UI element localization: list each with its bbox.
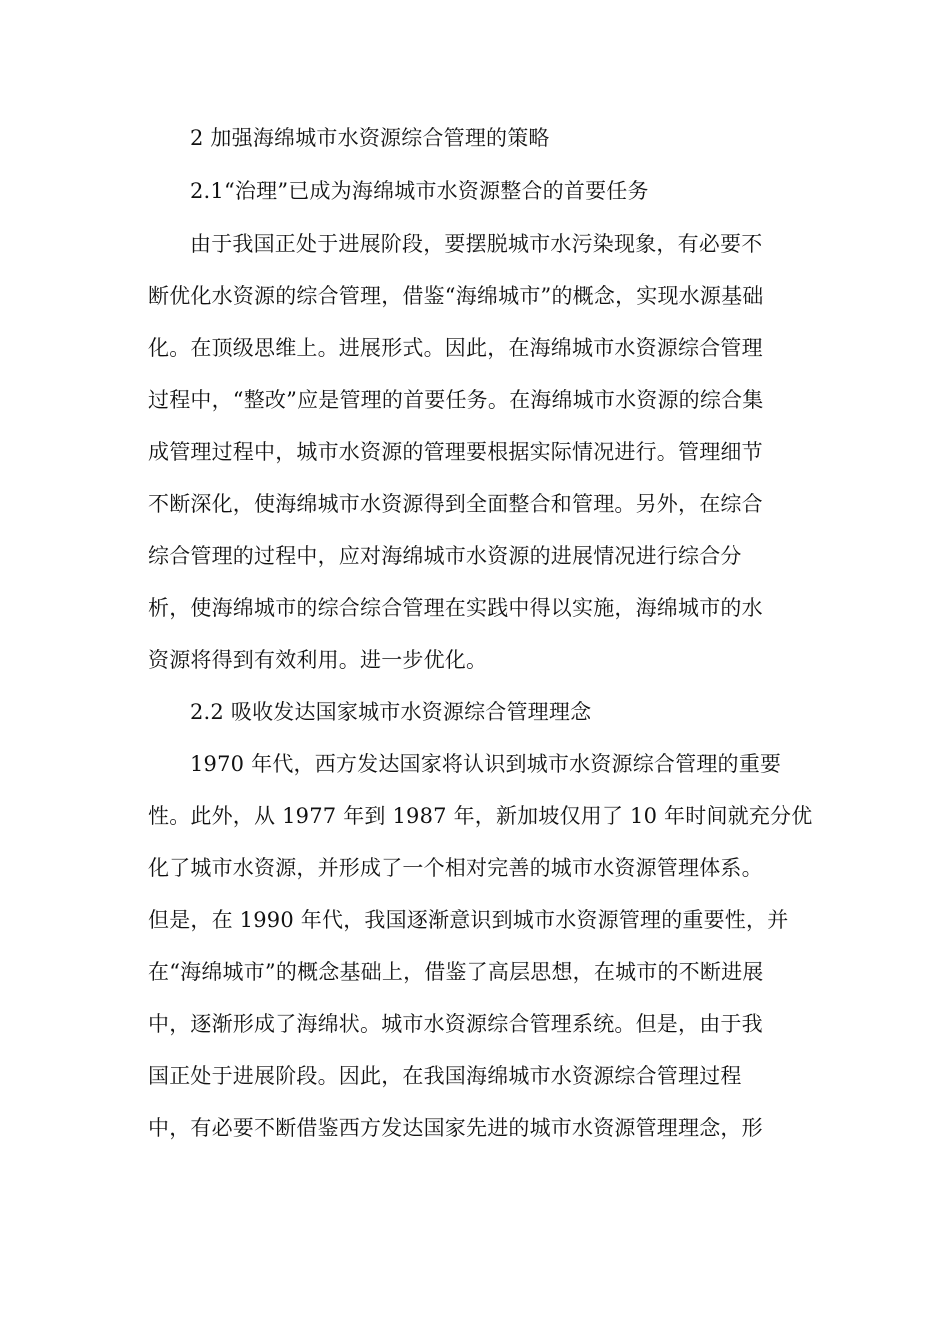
paragraph-line: 中，有必要不断借鉴西方发达国家先进的城市水资源管理理念，形 <box>148 1116 763 1140</box>
paragraph-line: 过程中，“整改”应是管理的首要任务。在海绵城市水资源的综合集 <box>148 388 764 412</box>
paragraph-line: 国正处于进展阶段。因此，在我国海绵城市水资源综合管理过程 <box>148 1064 742 1088</box>
paragraph-line: 综合管理的过程中，应对海绵城市水资源的进展情况进行综合分 <box>148 544 742 568</box>
paragraph-line: 资源将得到有效利用。进一步优化。 <box>148 648 488 672</box>
paragraph-line: 在“海绵城市”的概念基础上，借鉴了高层思想，在城市的不断进展 <box>148 960 764 984</box>
paragraph-line: 1970 年代，西方发达国家将认识到城市水资源综合管理的重要 <box>190 752 782 776</box>
section-heading: 2 加强海绵城市水资源综合管理的策略 <box>190 126 550 150</box>
paragraph-line: 析，使海绵城市的综合综合管理在实践中得以实施，海绵城市的水 <box>148 596 763 620</box>
subsection-heading: 2.1“治理”已成为海绵城市水资源整合的首要任务 <box>190 179 649 203</box>
paragraph-line: 性。此外，从 1977 年到 1987 年，新加坡仅用了 10 年时间就充分优 <box>148 804 813 828</box>
paragraph-line: 断优化水资源的综合管理，借鉴“海绵城市”的概念，实现水源基础 <box>148 284 764 308</box>
paragraph-line: 化。在顶级思维上。进展形式。因此，在海绵城市水资源综合管理 <box>148 336 763 360</box>
paragraph-line: 不断深化，使海绵城市水资源得到全面整合和管理。另外，在综合 <box>148 492 763 516</box>
paragraph-line: 成管理过程中，城市水资源的管理要根据实际情况进行。管理细节 <box>148 440 763 464</box>
subsection-heading: 2.2 吸收发达国家城市水资源综合管理理念 <box>190 700 592 724</box>
paragraph-line: 化了城市水资源，并形成了一个相对完善的城市水资源管理体系。 <box>148 856 763 880</box>
paragraph-line: 但是，在 1990 年代，我国逐渐意识到城市水资源管理的重要性，并 <box>148 908 789 932</box>
paragraph-line: 由于我国正处于进展阶段，要摆脱城市水污染现象，有必要不 <box>190 232 763 256</box>
paragraph-line: 中，逐渐形成了海绵状。城市水资源综合管理系统。但是，由于我 <box>148 1012 763 1036</box>
